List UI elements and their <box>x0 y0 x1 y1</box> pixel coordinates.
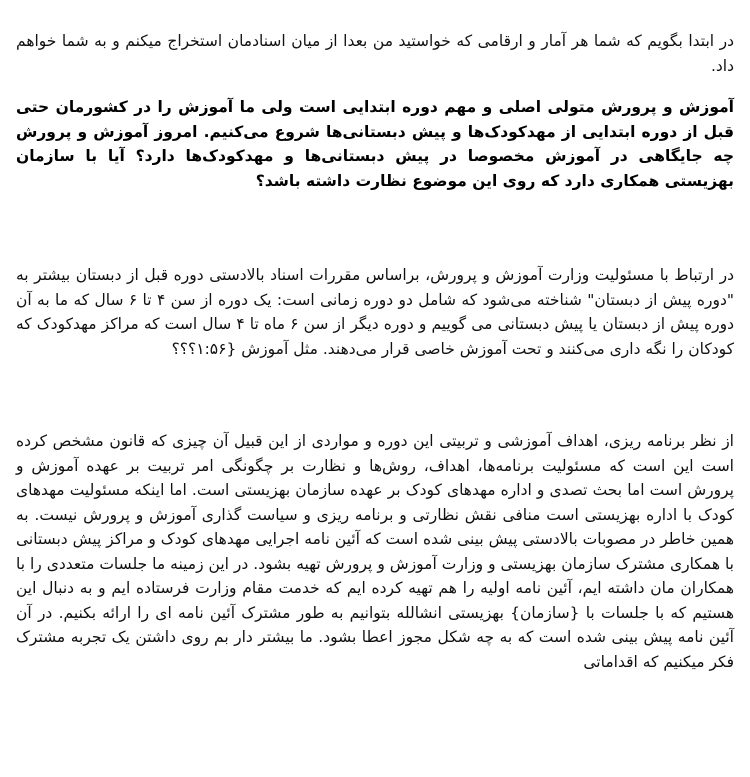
question-paragraph: آموزش و پرورش متولی اصلی و مهم دوره ابتدایی است ولی ما آموزش را در کشورمان حتی قبل از دوره ابتدایی از مهدکودک‌ها و پیش دبستانی‌ها شروع می‌کنیم. امروز آموزش و پرورش چه جایگاهی در آموزش مخصوصا در پیش دبستانی‌ها و مهدکودک‌ها دارد؟ آیا با سازمان بهزیستی همکاری دارد که روی این موضوع نظارت داشته باشد؟ <box>16 98 734 190</box>
answer-paragraph-1: در ارتباط با مسئولیت وزارت آموزش و پرورش، براساس مقررات اسناد بالادستی دوره قبل از دبستان بیشتر به "دوره پیش از دبستان" شناخته می‌شود که شامل دو دوره زمانی است: یک دوره از سن ۴ تا ۶ سال که ما به آن دوره پیش از دبستان یا پیش دبستانی می گوییم و دوره دیگر از سن ۶ ماه تا ۴ سال است که مراکز مهدکودک که کودکان را نگه داری می‌کنند و تحت آموزش خاصی قرار می‌دهند. مثل آموزش {۱:۵۶؟؟؟ <box>16 266 735 358</box>
intro-paragraph: در ابتدا بگویم که شما هر آمار و ارقامی که خواستید من بعدا از میان اسنادمان استخراج میکنم و به شما خواهم داد. <box>16 32 734 75</box>
answer-paragraph-2: از نظر برنامه ریزی، اهداف آموزشی و تربیتی این دوره و مواردی از این قبیل آن چیزی که قانون مشخص کرده است این است که مسئولیت برنامه‌ها، اهداف، روش‌ها و نظارت بر چگونگی امر تربیت بر عهده آموزش و پرورش است اما بحث تصدی و اداره مهدهای کودک بر عهده سازمان بهزیستی است. اما اینکه مسئولیت مهدهای کودک با اداره بهزیستی است منافی نقش نظارتی و برنامه ریزی و سیاست گذاری آموزش و پرورش نیست. به همین خاطر در مصوبات بالادستی پیش بینی شده است که آئین نامه اجرایی مهدهای کودک و مراکز پیش دبستانی با همکاری مشترک سازمان بهزیستی و وزارت آموزش و پرورش تهیه بشود. در این زمینه ما جلسات متعددی را با همکاران مان داشته ایم، آئین نامه اولیه را هم تهیه کرده ایم که خدمت مقام وزارت فرستاده ایم و به دنبال این هستیم که با جلسات با {سازمان} بهزیستی انشالله بتوانیم به طور مشترک آئین نامه ای را ارائه بکنیم. در آن آئین نامه پیش بینی شده است که به چه شکل مجوز اعطا بشود. ما بیشتر دار بم روی داشتن یک تجربه مشترک فکر میکنیم که اقداماتی <box>16 432 734 671</box>
